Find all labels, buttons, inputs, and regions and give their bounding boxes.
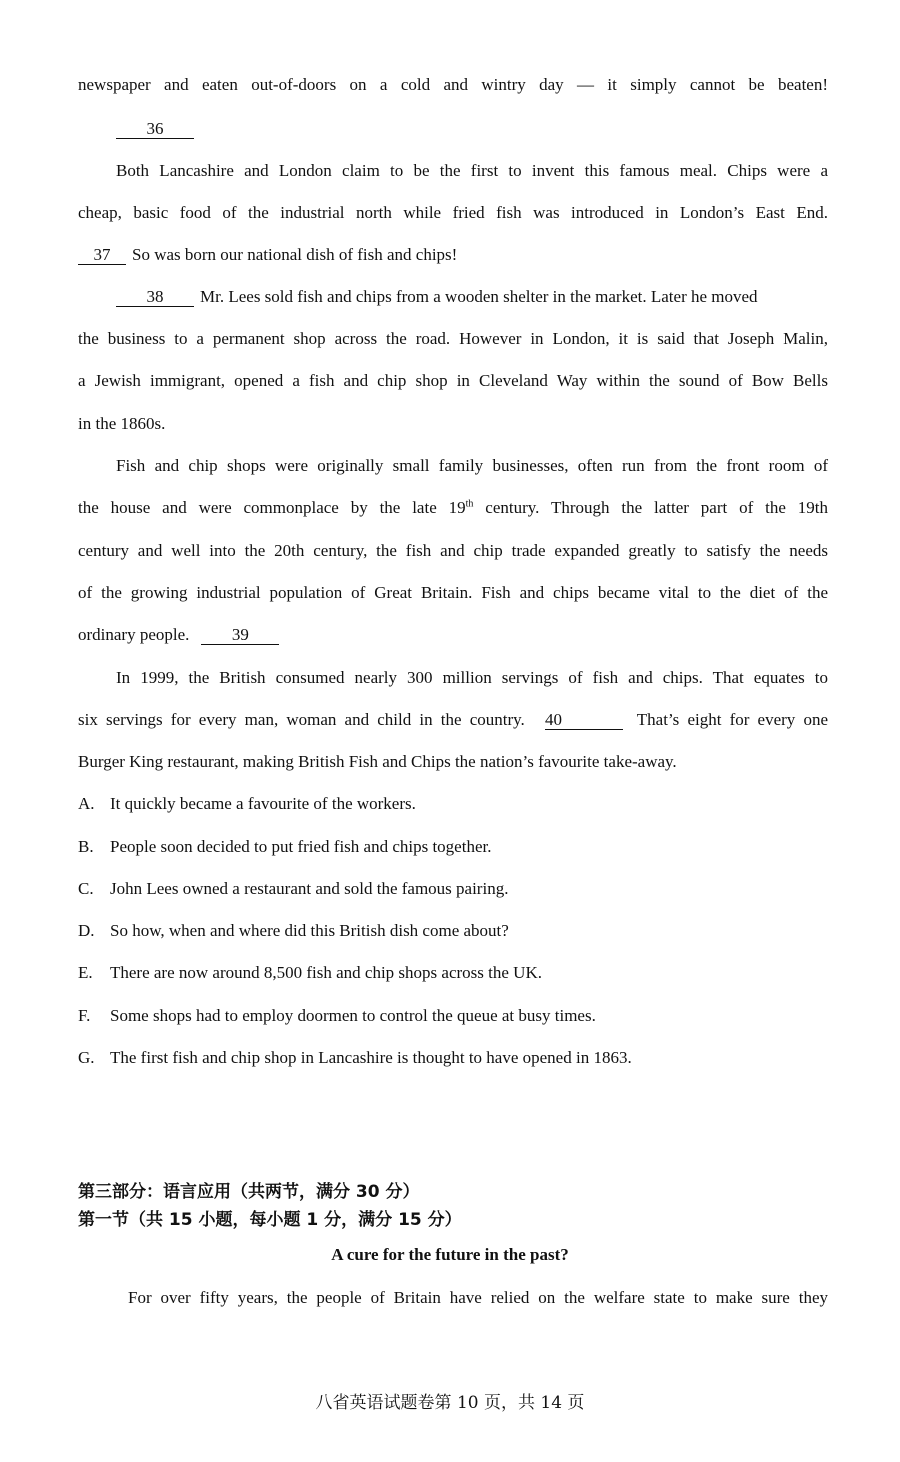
option-letter: C. (78, 879, 94, 898)
blank-number: 36 (116, 120, 194, 139)
passage-line: the business to a permanent shop across the road. However in London, it is said that Joseph Malin, (78, 329, 828, 348)
option-a (78, 793, 416, 815)
passage-line (116, 286, 828, 308)
passage-title: A cure for the future in the past? (331, 1245, 569, 1264)
passage-line: Fish and chip shops were originally small family businesses, often run from the front room of (116, 456, 828, 475)
option-letter: E. (78, 963, 93, 982)
option-text: People soon decided to put fried fish and chips together. (110, 837, 492, 856)
option-c (78, 878, 508, 900)
passage-line: newspaper and eaten out-of-doors on a cold and wintry day — it simply cannot be beaten! (78, 75, 828, 94)
passage-line: in the 1860s. (78, 414, 166, 433)
passage-line: a Jewish immigrant, opened a fish and chip shop in Cleveland Way within the sound of Bow Bells (78, 371, 828, 390)
blank-40: 40 (545, 711, 623, 730)
option-text: Some shops had to employ doormen to control the queue at busy times. (110, 1006, 596, 1025)
option-letter: A. (78, 794, 95, 813)
passage-line: cheap, basic food of the industrial north while fried fish was introduced in London’s East End. (78, 203, 828, 222)
option-g (78, 1047, 632, 1069)
passage-line: In 1999, the British consumed nearly 300 million servings of fish and chips. That equates to (116, 668, 828, 687)
page-footer: 八省英语试题卷第 10 页，共 14 页 (315, 1393, 585, 1413)
passage-line: Both Lancashire and London claim to be the first to invent this famous meal. Chips were a (116, 161, 828, 180)
superscript: th (465, 498, 474, 510)
passage-line: Burger King restaurant, making British Fish and Chips the nation’s favourite take-away. (78, 752, 677, 771)
passage-text: six servings for every man, woman and child in the country. (78, 710, 525, 729)
blank-39: 39 (201, 626, 279, 645)
passage-text: ordinary people. (78, 625, 190, 644)
passage-text: the house and were commonplace by the late 19 (78, 498, 466, 517)
passage-line (78, 624, 828, 646)
option-d (78, 920, 509, 942)
passage-text: century. Through the latter part of the 19th (473, 498, 828, 517)
passage-line: For over fifty years, the people of Britain have relied on the welfare state to make sure they (128, 1288, 828, 1307)
option-letter: G. (78, 1048, 95, 1067)
option-letter: B. (78, 837, 94, 856)
option-letter: D. (78, 921, 95, 940)
passage-text: So was born our national dish of fish and chips! (132, 245, 458, 264)
blank-36 (116, 118, 828, 140)
blank-38: 38 (116, 288, 194, 307)
option-b (78, 836, 491, 858)
passage-line: century and well into the 20th century, the fish and chip trade expanded greatly to satisfy the needs (78, 541, 828, 560)
section-heading: 第一节（共 15 小题，每小题 1 分，满分 15 分） (78, 1210, 462, 1230)
option-e (78, 962, 542, 984)
option-f (78, 1005, 596, 1027)
part-heading: 第三部分：语言应用（共两节，满分 30 分） (78, 1182, 420, 1202)
passage-line (78, 709, 828, 731)
passage-text: Mr. Lees sold fish and chips from a wooden shelter in the market. Later he moved (200, 287, 758, 306)
option-text: John Lees owned a restaurant and sold the famous pairing. (110, 879, 509, 898)
passage-text: That’s eight for every one (636, 710, 829, 729)
option-text: It quickly became a favourite of the workers. (110, 794, 416, 813)
passage-line (78, 497, 828, 519)
passage-line: of the growing industrial population of Great Britain. Fish and chips became vital to the diet of the (78, 583, 828, 602)
option-text: The first fish and chip shop in Lancashire is thought to have opened in 1863. (110, 1048, 632, 1067)
option-text: There are now around 8,500 fish and chip shops across the UK. (110, 963, 542, 982)
passage-line (78, 244, 828, 266)
blank-37: 37 (78, 246, 126, 265)
option-text: So how, when and where did this British dish come about? (110, 921, 509, 940)
option-letter: F. (78, 1006, 91, 1025)
